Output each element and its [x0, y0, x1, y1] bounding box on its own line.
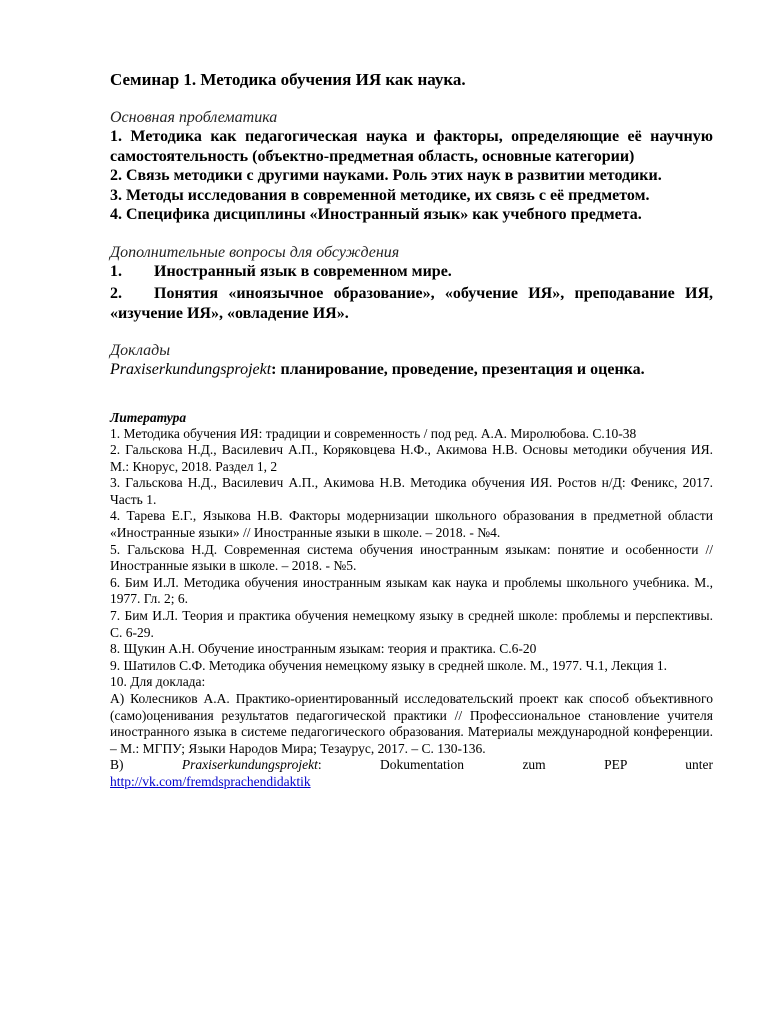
literature-item: 1. Методика обучения ИЯ: традиции и современность / под ред. А.А. Миролюбова. С.10-38 — [110, 425, 637, 441]
literature-list — [110, 426, 713, 791]
extra-questions-heading: Дополнительные вопросы для обсуждения — [110, 243, 400, 261]
main-issue-item: 4. Специфика дисциплины «Иностранный язык» как учебного предмета. — [110, 206, 642, 223]
main-issue-item: 1. Методика как педагогическая наука и факторы, определяющие её научную самостоятельность (объектно-предметная область, основные категории) — [110, 128, 713, 165]
literature-link-line — [110, 774, 713, 791]
extra-question-item — [110, 262, 713, 282]
literature-item: 3. Гальскова Н.Д., Василевич А.П., Акимова Н.В. Методика обучения ИЯ. Ростов н/Д: Феникс, 2017. Часть 1. — [110, 475, 713, 507]
reports-line — [110, 360, 713, 380]
extra-question-text: Понятия «иноязычное образование», «обучение ИЯ», преподавание ИЯ, «изучение ИЯ», «овладение ИЯ». — [110, 285, 713, 322]
literature-item-b-text: : Dokumentation zum PEP unter — [317, 757, 713, 773]
literature-item: 4. Тарева Е.Г., Языкова Н.В. Факторы модернизации школьного образования в предметной области «Иностранные языки» // Иностранные языки в школе. – 2018. - №4. — [110, 508, 713, 541]
literature-item: 5. Гальскова Н.Д. Современная система обучения иностранным языкам: понятие и особенности // Иностранные языки в школе. – 2018. - №5. — [110, 541, 713, 574]
literature-item: 2. Гальскова Н.Д., Василевич А.П., Коряковцева Н.Ф., Акимова Н.В. Основы методики обучения ИЯ. М.: Кнорус, 2018. Раздел 1, 2 — [110, 442, 713, 474]
main-issue-item: 3. Методы исследования в современной методике, их связь с её предметом. — [110, 186, 650, 204]
extra-question-text: Иностранный язык в современном мире. — [154, 262, 452, 280]
vk-link[interactable]: http://vk.com/fremdsprachendidaktik — [110, 773, 311, 789]
literature-item-b-term: Praxiserkundungsprojekt — [181, 757, 318, 773]
literature-item: 7. Бим И.Л. Теория и практика обучения немецкому языку в средней школе: проблемы и перспективы. С. 6-29. — [110, 608, 713, 640]
extra-questions-list — [110, 262, 713, 324]
extra-question-number: 2. — [110, 285, 122, 302]
literature-item: 6. Бим И.Л. Методика обучения иностранным языкам как наука и проблемы школьного учебника. М., 1977. Гл. 2; 6. — [110, 574, 713, 607]
literature-item-b — [110, 757, 713, 774]
main-issues-heading: Основная проблематика — [110, 109, 278, 126]
main-issues-list — [110, 127, 713, 225]
main-issue-item: 2. Связь методики с другими науками. Роль этих наук в развитии методики. — [110, 167, 662, 184]
extra-question-item — [110, 284, 713, 323]
extra-question-number: 1. — [110, 262, 122, 280]
literature-item: А) Колесников А.А. Практико-ориентированный исследовательский проект как способ объективного (само)оценивания результатов педагогической практики // Профессиональное становление учителя иностранного языка в системе педагогического образования. Материалы международной конференции. – М.: МГПУ; Языки Народов Мира; Тезаурус, 2017. – С. 130-136. — [110, 691, 713, 756]
literature-item: 10. Для доклада: — [110, 674, 206, 690]
reports-heading: Доклады — [110, 342, 171, 359]
literature-item-b-prefix: В) — [110, 757, 124, 773]
reports-term: Praxiserkundungsprojekt — [110, 361, 272, 378]
literature-item: 9. Шатилов С.Ф. Методика обучения немецкому языку в средней школе. М., 1977. Ч.1, Лекция 1. — [110, 657, 668, 673]
reports-text: : планирование, проведение, презентация и оценка. — [271, 361, 645, 378]
seminar-title: Семинар 1. Методика обучения ИЯ как наука. — [110, 70, 466, 89]
literature-heading: Литература — [110, 409, 187, 425]
document-page — [110, 70, 713, 791]
literature-item: 8. Щукин А.Н. Обучение иностранным языкам: теория и практика. С.6-20 — [110, 641, 537, 657]
